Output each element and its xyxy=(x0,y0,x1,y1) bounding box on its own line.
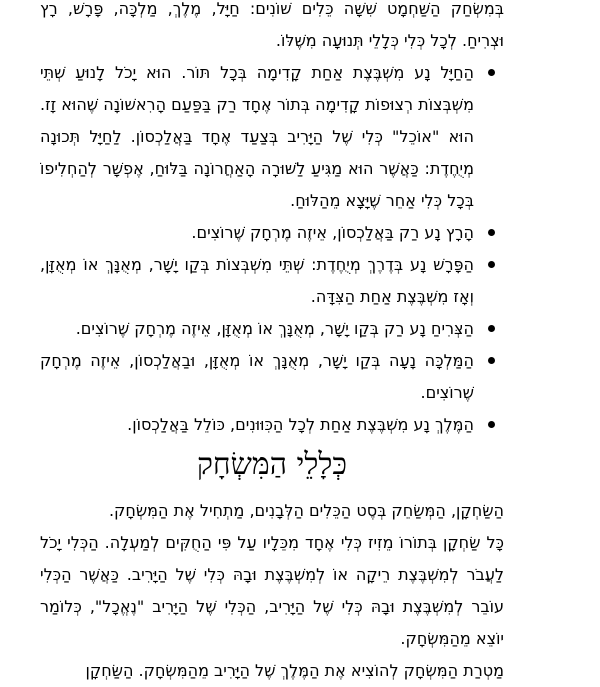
list-item-king: הַמֶּלֶךְ נָע מִשְׁבֶּצֶת אַחַת לְכָל הַכִּוּוּנִים, כּוֹלֵל בַּאֲלַכְסוֹן. xyxy=(40,409,474,441)
list-item-rook: הַצְּרִיחַ נָע רַק בְּקַו יָשָׁר, מְאֻנָּךְ אוֹ מְאֻזָּן, אֵיזֶה מֶרְחָק שֶׁרוֹצִים. xyxy=(40,313,474,345)
list-item-bishop: הָרָץ נָע רַק בַּאֲלַכְסוֹן, אֵיזֶה מֶרְחָק שֶׁרוֹצִים. xyxy=(40,217,474,249)
rules-paragraph-goal: מַטְרַת הַמִּשְׂחָק לְהוֹצִיא אֶת הַמֶּלֶךְ שֶׁל הַיָּרִיב מֵהַמִּשְׂחָק. הַשַּׂחְקָן xyxy=(85,661,504,680)
intro-paragraph: בְּמִשְׂחַק הַשַּׁחְמָט שִׁשָּׁה כֵּלִים שׁוֹנִים: חַיָּל, מֶלֶךְ, מַלְכָּה, פָּרָשׁ, רָץ וּצְרִיחַ. לְכָל כְּלִי כְּלָלֵי תְּנוּעָה מִשֶּׁלּוֹ. xyxy=(40,0,504,50)
rules-paragraph-capture: כָּל שַׂחְקָן בְּתוֹרוֹ מֵזִיז כְּלִי אֶחָד מִכֵּלָיו עַל פִּי הַחֻקִּים לְמַעְלָה. הַכְּלִי יָכֹל לַעֲבֹר לְמִשְׁבֶּצֶת רֵיקָה אוֹ לְמִשְׁבֶּצֶת וּבָהּ כְּלִי שֶׁל הַיָּרִיב. כַּאֲשֶׁר הַכְּלִי עוֹבֵר לְמִשְׁבֶּצֶת וּבָהּ כְּלִי שֶׁל הַיָּרִיב, הַכְּלִי שֶׁל הַיָּרִיב "נֶאֱכָל", כְּלוֹמַר יוֹצֵא מֵהַמִּשְׂחָק. xyxy=(40,533,504,648)
rules-paragraph-first-move: הַשַּׂחְקָן, הַמְּשַׂחֵק בְּסֶט הַכֵּלִים הַלְּבָנִים, מַתְחִיל אֶת הַמִּשְׂחָק. xyxy=(108,501,504,520)
section-heading: כְּלָלֵי הַמִּשְׂחָק xyxy=(196,447,348,482)
piece-movement-list xyxy=(0,57,600,441)
list-item-pawn: הַחַיָּל נָע מִשְׁבֶּצֶת אַחַת קָדִימָה בְּכָל תּוֹר. הוּא יָכֹל לָנוּעַ שְׁתֵּי מִשְׁבְּצוֹת רְצוּפוֹת קָדִימָה בְּתוֹר אֶחָד רַק בַּפַּעַם הָרִאשׁוֹנָה שֶׁהוּא זָז. הוּא "אוֹכֵל" כְּלִי שֶׁל הַיָּרִיב בְּצַעַד אֶחָד בַּאֲלַכְסוֹן. לַחַיָּל תְּכוּנָה מְיֻחֶדֶת: כַּאֲשֶׁר הוּא מַגִּיעַ לַשּׁוּרָה הָאַחֲרוֹנָה בַּלּוּחַ, אֶפְשָׁר לְהַחְלִיפוֹ בְּכָל כְּלִי אַחֵר שֶׁיָּצָא מֵהַלּוּחַ. xyxy=(40,57,474,217)
list-item-knight: הַפָּרָשׁ נָע בְּדֶרֶךְ מְיֻחֶדֶת: שְׁתֵּי מִשְׁבְּצוֹת בְּקַו יָשָׁר, מְאֻנָּךְ אוֹ מְאֻזָּן, וְאָז מִשְׁבֶּצֶת אַחַת הַצִּדָּה. xyxy=(40,249,474,313)
list-item-queen: הַמַּלְכָּה נָעָה בְּקַו יָשָׁר, מְאֻנָּךְ אוֹ מְאֻזָּן, וּבַאֲלַכְסוֹן, אֵיזֶה מֶרְחָק שֶׁרוֹצִים. xyxy=(40,345,474,409)
